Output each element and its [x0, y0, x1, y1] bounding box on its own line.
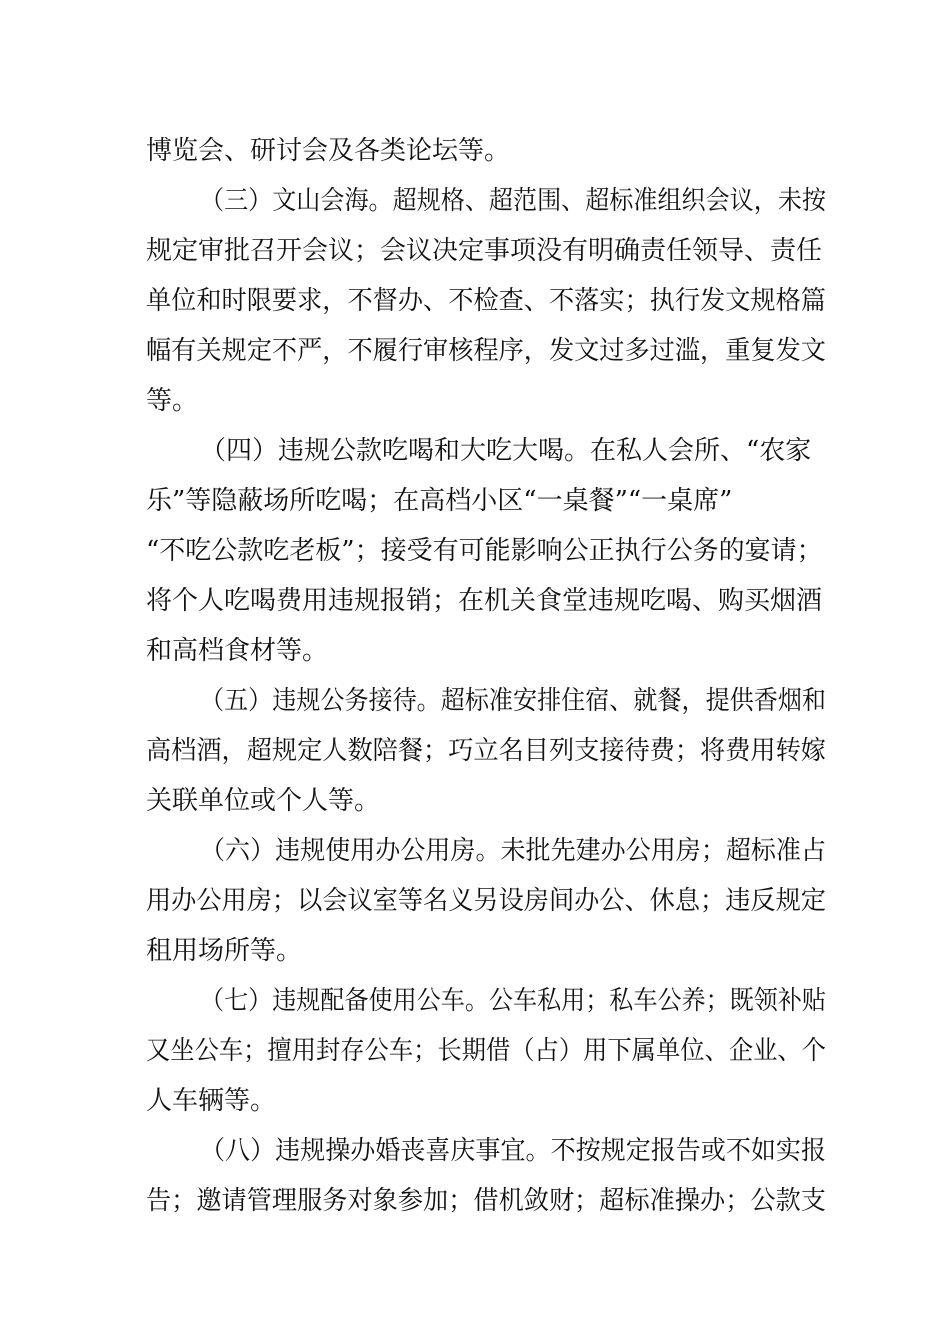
line-text: （三）文山会海。超规格、超范围、超标准组织会议，未按	[200, 186, 826, 216]
line-text: 告；邀请管理服务对象参加；借机敛财；超标准操办；公款支	[146, 1186, 826, 1216]
line-text: （八）违规操办婚丧喜庆事宜。不按规定报告或不如实报	[200, 1136, 827, 1166]
line-text: 租用场所等。	[146, 936, 303, 966]
text-line	[0, 526, 950, 576]
text-line	[0, 826, 950, 876]
text-line	[0, 376, 950, 426]
line-text: （四）违规公款吃喝和大吃大喝。在私人会所、“农家	[200, 436, 812, 466]
line-text: （五）违规公务接待。超标准安排住宿、就餐，提供香烟和	[200, 686, 826, 716]
line-text: 单位和时限要求，不督办、不检查、不落实；执行发文规格篇	[146, 286, 826, 316]
line-text: 博览会、研讨会及各类论坛等。	[146, 136, 511, 166]
line-text: 高档酒，超规定人数陪餐；巧立名目列支接待费；将费用转嫁	[146, 736, 826, 766]
text-line	[0, 1026, 950, 1076]
text-line	[0, 976, 950, 1026]
text-line	[0, 626, 950, 676]
line-text: 又坐公车；擅用封存公车；长期借（占）用下属单位、企业、个	[146, 1036, 826, 1066]
text-line	[0, 776, 950, 826]
text-line	[0, 676, 950, 726]
text-line	[0, 176, 950, 226]
line-text: 人车辆等。	[146, 1086, 277, 1116]
line-text: 乐”等隐蔽场所吃喝；在高档小区“一桌餐”“一桌席”	[146, 486, 733, 516]
line-text: 用办公用房；以会议室等名义另设房间办公、休息；违反规定	[146, 886, 826, 916]
text-line	[0, 426, 950, 476]
text-line	[0, 1126, 950, 1176]
line-text: 规定审批召开会议；会议决定事项没有明确责任领导、责任	[146, 236, 823, 266]
line-text: 和高档食材等。	[146, 636, 329, 666]
text-line	[0, 576, 950, 626]
line-text: “不吃公款吃老板”；接受有可能影响公正执行公务的宴请；	[146, 536, 823, 566]
line-text: 关联单位或个人等。	[146, 786, 381, 816]
text-line	[0, 276, 950, 326]
line-text: （七）违规配备使用公车。公车私用；私车公养；既领补贴	[200, 986, 826, 1016]
text-line	[0, 1076, 950, 1126]
text-line	[0, 126, 950, 176]
text-line	[0, 326, 950, 376]
line-text: 幅有关规定不严，不履行审核程序，发文过多过滥，重复发文	[146, 336, 826, 366]
text-line	[0, 726, 950, 776]
line-text: 等。	[146, 386, 199, 416]
line-text: （六）违规使用办公用房。未批先建办公用房；超标准占	[200, 836, 827, 866]
text-line	[0, 926, 950, 976]
text-line	[0, 876, 950, 926]
text-line	[0, 476, 950, 526]
line-text: 将个人吃喝费用违规报销；在机关食堂违规吃喝、购买烟酒	[146, 586, 823, 616]
text-line	[0, 226, 950, 276]
text-line	[0, 1176, 950, 1226]
